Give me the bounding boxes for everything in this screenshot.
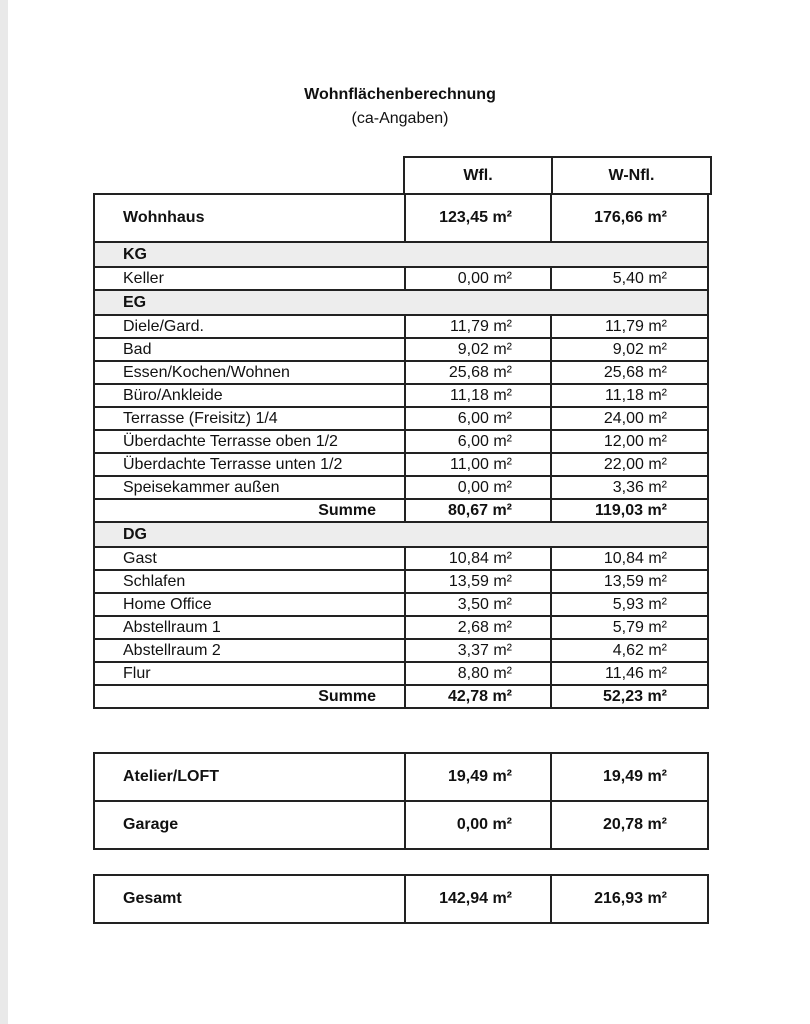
section-dg bbox=[94, 522, 708, 547]
row-label: Bad bbox=[94, 338, 405, 361]
atelier-wfl: 19,49 m² bbox=[405, 753, 551, 801]
column-header-table bbox=[93, 156, 712, 195]
row-wfl: 13,59 m² bbox=[405, 570, 551, 593]
row-wfl: 25,68 m² bbox=[405, 361, 551, 384]
row-wnfl: 22,00 m² bbox=[551, 453, 708, 476]
table-row bbox=[94, 315, 708, 338]
document-title: Wohnflächenberechnung bbox=[304, 86, 496, 103]
table-row bbox=[94, 593, 708, 616]
garage-wnfl: 20,78 m² bbox=[551, 801, 708, 849]
row-label: Diele/Gard. bbox=[94, 315, 405, 338]
row-wnfl: 9,02 m² bbox=[551, 338, 708, 361]
table-row bbox=[94, 407, 708, 430]
sum-wfl: 80,67 m² bbox=[405, 499, 551, 522]
row-wnfl: 10,84 m² bbox=[551, 547, 708, 570]
row-label: Essen/Kochen/Wohnen bbox=[94, 361, 405, 384]
page-edge bbox=[0, 0, 8, 1024]
row-label: Büro/Ankleide bbox=[94, 384, 405, 407]
extra-areas-table bbox=[93, 752, 709, 850]
row-wfl: 11,18 m² bbox=[405, 384, 551, 407]
row-label: Speisekammer außen bbox=[94, 476, 405, 499]
sum-label: Summe bbox=[94, 685, 405, 708]
header-wfl: Wfl. bbox=[404, 157, 552, 194]
row-label: Flur bbox=[94, 662, 405, 685]
row-wnfl: 11,46 m² bbox=[551, 662, 708, 685]
garage-label: Garage bbox=[94, 801, 405, 849]
table-row bbox=[94, 616, 708, 639]
table-row-atelier bbox=[94, 753, 708, 801]
gesamt-wnfl: 216,93 m² bbox=[551, 875, 708, 923]
row-wfl: 9,02 m² bbox=[405, 338, 551, 361]
row-wnfl: 24,00 m² bbox=[551, 407, 708, 430]
row-wnfl: 3,36 m² bbox=[551, 476, 708, 499]
row-wfl: 2,68 m² bbox=[405, 616, 551, 639]
row-wnfl: 25,68 m² bbox=[551, 361, 708, 384]
section-label-eg: EG bbox=[94, 290, 708, 315]
section-label-kg: KG bbox=[94, 242, 708, 267]
sum-wnfl: 52,23 m² bbox=[551, 685, 708, 708]
row-label: Terrasse (Freisitz) 1/4 bbox=[94, 407, 405, 430]
wohnhaus-label: Wohnhaus bbox=[94, 194, 405, 242]
row-wfl: 0,00 m² bbox=[405, 267, 551, 290]
row-wnfl: 5,93 m² bbox=[551, 593, 708, 616]
row-wnfl: 11,18 m² bbox=[551, 384, 708, 407]
row-wfl: 6,00 m² bbox=[405, 430, 551, 453]
row-label: Überdachte Terrasse unten 1/2 bbox=[94, 453, 405, 476]
row-wfl: 8,80 m² bbox=[405, 662, 551, 685]
table-row bbox=[94, 476, 708, 499]
row-wfl: 11,79 m² bbox=[405, 315, 551, 338]
table-row bbox=[94, 453, 708, 476]
section-kg bbox=[94, 242, 708, 267]
total-table bbox=[93, 874, 709, 924]
gesamt-label: Gesamt bbox=[94, 875, 405, 923]
table-row bbox=[94, 662, 708, 685]
row-wfl: 3,37 m² bbox=[405, 639, 551, 662]
table-row bbox=[94, 361, 708, 384]
atelier-wnfl: 19,49 m² bbox=[551, 753, 708, 801]
table-row-gesamt bbox=[94, 875, 708, 923]
row-wfl: 6,00 m² bbox=[405, 407, 551, 430]
section-label-dg: DG bbox=[94, 522, 708, 547]
section-eg bbox=[94, 290, 708, 315]
row-wfl: 10,84 m² bbox=[405, 547, 551, 570]
sum-row-eg bbox=[94, 499, 708, 522]
row-label: Schlafen bbox=[94, 570, 405, 593]
row-label: Keller bbox=[94, 267, 405, 290]
table-row-garage bbox=[94, 801, 708, 849]
row-label: Abstellraum 1 bbox=[94, 616, 405, 639]
area-table bbox=[93, 193, 709, 709]
table-row-wohnhaus bbox=[94, 194, 708, 242]
sum-label: Summe bbox=[94, 499, 405, 522]
row-wnfl: 5,79 m² bbox=[551, 616, 708, 639]
row-wnfl: 13,59 m² bbox=[551, 570, 708, 593]
table-row bbox=[94, 384, 708, 407]
garage-wfl: 0,00 m² bbox=[405, 801, 551, 849]
sum-wnfl: 119,03 m² bbox=[551, 499, 708, 522]
row-label: Gast bbox=[94, 547, 405, 570]
row-wnfl: 11,79 m² bbox=[551, 315, 708, 338]
row-label: Abstellraum 2 bbox=[94, 639, 405, 662]
table-row bbox=[94, 267, 708, 290]
sum-wfl: 42,78 m² bbox=[405, 685, 551, 708]
row-wnfl: 5,40 m² bbox=[551, 267, 708, 290]
gesamt-wfl: 142,94 m² bbox=[405, 875, 551, 923]
atelier-label: Atelier/LOFT bbox=[94, 753, 405, 801]
wohnhaus-wnfl: 176,66 m² bbox=[551, 194, 708, 242]
row-wfl: 0,00 m² bbox=[405, 476, 551, 499]
wohnhaus-wfl: 123,45 m² bbox=[405, 194, 551, 242]
sum-row-dg bbox=[94, 685, 708, 708]
document-subtitle: (ca-Angaben) bbox=[351, 110, 449, 127]
table-row bbox=[94, 639, 708, 662]
table-row bbox=[94, 338, 708, 361]
row-wnfl: 12,00 m² bbox=[551, 430, 708, 453]
row-label: Home Office bbox=[94, 593, 405, 616]
row-wfl: 3,50 m² bbox=[405, 593, 551, 616]
table-row bbox=[94, 547, 708, 570]
table-row bbox=[94, 430, 708, 453]
header-spacer bbox=[93, 157, 404, 194]
row-wfl: 11,00 m² bbox=[405, 453, 551, 476]
table-row bbox=[94, 570, 708, 593]
row-wnfl: 4,62 m² bbox=[551, 639, 708, 662]
header-wnfl: W-Nfl. bbox=[552, 157, 711, 194]
row-label: Überdachte Terrasse oben 1/2 bbox=[94, 430, 405, 453]
